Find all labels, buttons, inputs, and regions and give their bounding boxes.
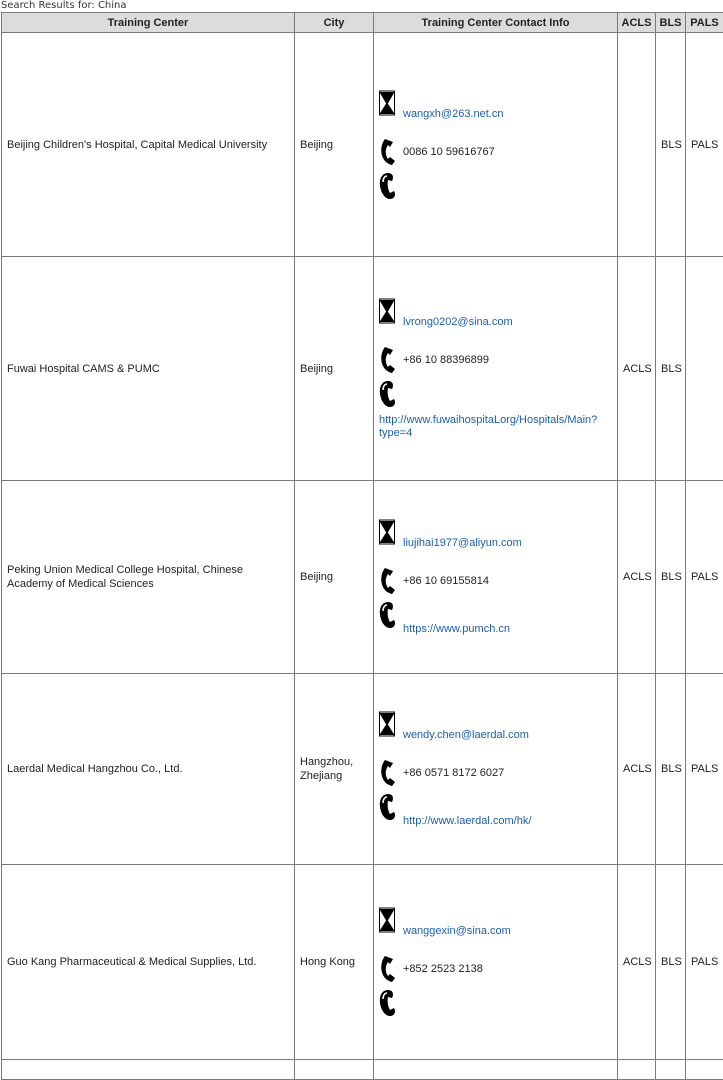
bls-cell: BLS: [656, 481, 686, 674]
table-header-row: [2, 13, 723, 33]
pals-cell: [686, 257, 723, 481]
bls-cell: BLS: [656, 33, 686, 257]
training-center-city: Hangzhou, Zhejiang: [295, 674, 374, 865]
phone-handset-icon: [379, 989, 397, 1017]
training-center-name: Laerdal Medical Hangzhou Co., Ltd.: [2, 674, 295, 865]
phone-icon: [379, 138, 397, 166]
training-center-city: Beijing: [295, 257, 374, 481]
pals-cell: PALS: [686, 865, 723, 1060]
column-header-training-center[interactable]: Training Center: [2, 13, 295, 33]
column-header-pals[interactable]: PALS: [686, 13, 723, 33]
acls-cell: ACLS: [618, 674, 656, 865]
acls-cell: [618, 33, 656, 257]
phone-handset-icon: [379, 793, 397, 821]
training-center-name: Peking Union Medical College Hospital, Chinese Academy of Medical Sciences: [2, 481, 295, 674]
phone-icon: [379, 346, 397, 374]
table-row: [2, 674, 723, 865]
acls-cell: ACLS: [618, 865, 656, 1060]
pals-cell: PALS: [686, 33, 723, 257]
table-row: [2, 1060, 723, 1080]
table-row: [2, 865, 723, 1060]
training-center-city: Beijing: [295, 33, 374, 257]
training-center-city: Hong Kong: [295, 865, 374, 1060]
website-link[interactable]: https://www.pumch.cn: [379, 623, 612, 636]
table-row: [2, 257, 723, 481]
column-header-acls[interactable]: ACLS: [618, 13, 656, 33]
phone-handset-icon: [379, 380, 397, 408]
email-link[interactable]: lvrong0202@sina.com: [403, 315, 513, 329]
phone-handset-icon: [379, 172, 397, 200]
phone-icon: [379, 955, 397, 983]
column-header-bls[interactable]: BLS: [656, 13, 686, 33]
email-link[interactable]: wendy.chen@laerdal.com: [403, 728, 529, 742]
training-center-name: Fuwai Hospital CAMS & PUMC: [2, 257, 295, 481]
email-link[interactable]: liujihai1977@aliyun.com: [403, 536, 522, 550]
contact-info-cell: [374, 865, 618, 1060]
phone-handset-icon: [379, 601, 397, 629]
phone-icon: [379, 759, 397, 787]
phone-number: +852 2523 2138: [403, 962, 483, 976]
table-row: [2, 481, 723, 674]
contact-info-cell: [374, 481, 618, 674]
acls-cell: ACLS: [618, 481, 656, 674]
pals-cell: PALS: [686, 481, 723, 674]
bls-cell: BLS: [656, 257, 686, 481]
contact-info-cell: [374, 33, 618, 257]
phone-number: +86 0571 8172 6027: [403, 766, 504, 780]
bls-cell: BLS: [656, 674, 686, 865]
training-center-name: Beijing Children's Hospital, Capital Medical University: [2, 33, 295, 257]
phone-number: 0086 10 59616767: [403, 145, 495, 159]
website-link[interactable]: http://www.fuwaihospitaLorg/Hospitals/Main?type=4: [379, 414, 612, 440]
pals-cell: PALS: [686, 674, 723, 865]
acls-cell: ACLS: [618, 257, 656, 481]
contact-info-cell: [374, 257, 618, 481]
training-center-name: Guo Kang Pharmaceutical & Medical Supplies, Ltd.: [2, 865, 295, 1060]
search-results-caption: Search Results for: China: [0, 0, 723, 12]
phone-icon: [379, 567, 397, 595]
column-header-city[interactable]: City: [295, 13, 374, 33]
email-link[interactable]: wangxh@263.net.cn: [403, 107, 503, 121]
bls-cell: BLS: [656, 865, 686, 1060]
training-centers-table: [1, 12, 723, 1080]
column-header-contact-info[interactable]: Training Center Contact Info: [374, 13, 618, 33]
phone-number: +86 10 88396899: [403, 353, 489, 367]
training-center-city: Beijing: [295, 481, 374, 674]
contact-info-cell: [374, 674, 618, 865]
table-row: [2, 33, 723, 257]
phone-number: +86 10 69155814: [403, 574, 489, 588]
email-link[interactable]: wanggexin@sina.com: [403, 924, 511, 938]
website-link[interactable]: http://www.laerdal.com/hk/: [379, 815, 612, 828]
